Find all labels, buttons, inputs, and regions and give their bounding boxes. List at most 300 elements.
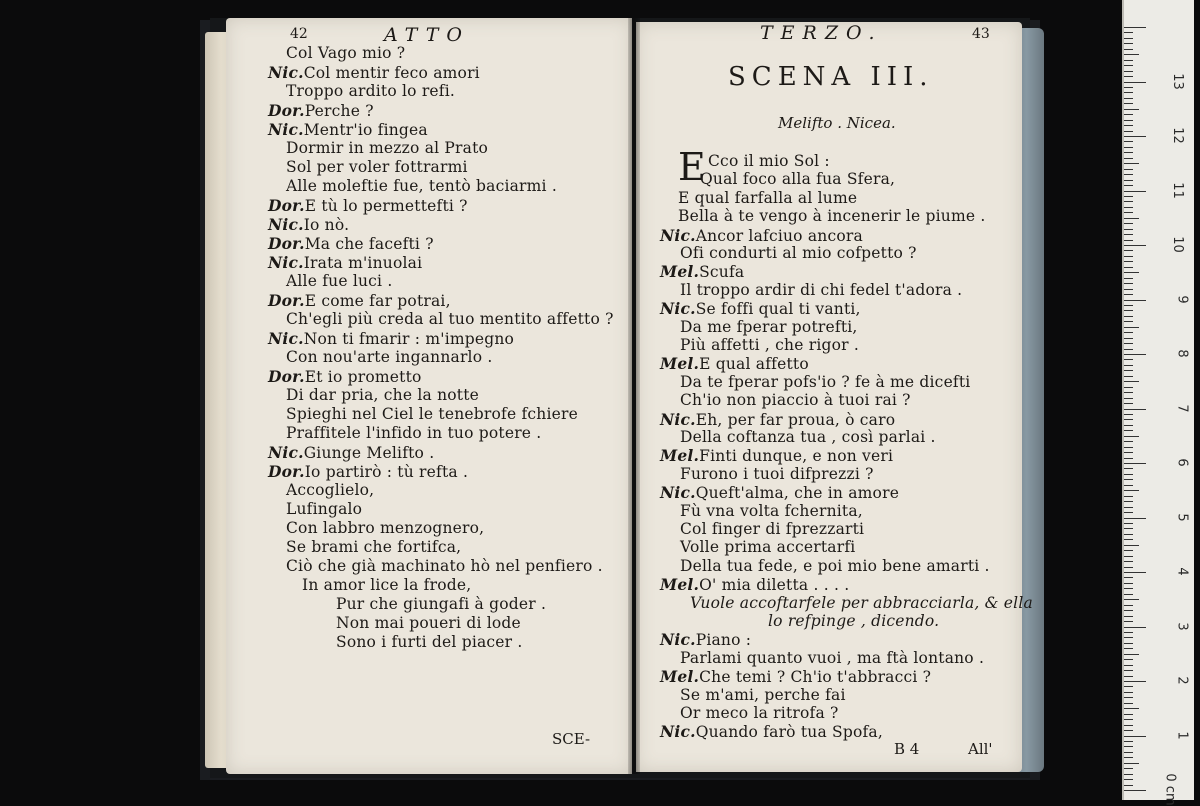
verse-text: Ancor lafciuo ancora: [695, 226, 863, 245]
ruler-tick: [1124, 338, 1133, 339]
speaker-label: Mel.: [660, 575, 700, 595]
verse-text: Io nò.: [303, 216, 350, 234]
verse-text: lo refpinge , dicendo.: [768, 612, 940, 630]
speaker-label: Mel.: [660, 667, 700, 687]
ruler-tick: [1124, 169, 1133, 170]
ruler-tick: [1124, 267, 1133, 268]
verse-text: Scufa: [699, 263, 745, 282]
ruler-tick: [1124, 103, 1133, 104]
speaker-label: Mel.: [660, 354, 700, 374]
speaker-label: Nic.: [660, 409, 696, 429]
verse-text: Non mai poueri di lode: [336, 614, 521, 632]
text-line: [660, 483, 899, 502]
text-line: [660, 299, 861, 318]
ruler-tick: [1124, 654, 1139, 655]
ruler-tick: [1124, 49, 1133, 50]
text-line: [660, 667, 931, 686]
verse-text: Che temi ? Ch'io t'abbracci ?: [699, 668, 932, 687]
text-line: [678, 207, 986, 225]
ruler-tick: [1124, 370, 1133, 371]
ruler-tick: [1124, 757, 1133, 758]
ruler-tick: [1124, 174, 1133, 175]
verse-text: Mentr'io fingea: [303, 121, 428, 139]
ruler-tick: [1124, 441, 1133, 442]
verse-text: Ofi condurti al mio cofpetto ?: [680, 244, 917, 262]
ruler-tick: [1124, 485, 1133, 486]
verse-text: Piano :: [695, 631, 752, 650]
text-line: [268, 291, 451, 310]
text-line: [680, 704, 839, 722]
ruler-tick: [1124, 212, 1133, 213]
ruler-tick: [1124, 436, 1139, 437]
ruler-tick: [1124, 300, 1146, 301]
ruler-tick: [1124, 703, 1133, 704]
ruler-tick: [1124, 425, 1133, 426]
ruler-tick: [1124, 577, 1133, 578]
verse-text: Alle moleftie fue, tentò baciarmi .: [286, 177, 557, 195]
verse-text: Fù vna volta fchernita,: [680, 501, 863, 520]
ruler-tick: [1124, 507, 1133, 508]
ruler-tick: [1124, 261, 1133, 262]
text-line: [660, 722, 883, 741]
ruler-tick: [1124, 458, 1133, 459]
ruler-tick: [1124, 65, 1133, 66]
scene-title: SCENA III.: [728, 62, 934, 92]
text-line: [336, 595, 546, 613]
verse-text: Quando farò tua Spofa,: [695, 723, 884, 742]
text-line: [768, 612, 939, 630]
text-line: [680, 520, 864, 538]
ruler-tick: [1124, 686, 1133, 687]
text-line: [268, 101, 374, 120]
ruler-tick: [1124, 676, 1133, 677]
verse-text: Non ti fmarir : m'impegno: [303, 330, 515, 348]
text-line: [286, 348, 493, 366]
ruler-tick: [1124, 637, 1133, 638]
ruler-tick: [1124, 32, 1133, 33]
text-line: [700, 170, 895, 188]
verse-text: Se foffi qual ti vanti,: [695, 300, 861, 319]
text-line: [660, 575, 849, 594]
ruler-tick: [1124, 409, 1146, 410]
verse-text: Ch'egli più creda al tuo mentito affetto ?: [286, 310, 614, 328]
ruler-tick: [1124, 256, 1133, 257]
ruler-tick: [1124, 697, 1133, 698]
speaker-label: Nic.: [268, 253, 304, 272]
ruler-tick: [1124, 774, 1133, 775]
text-line: [268, 443, 434, 462]
speaker-label: Dor.: [268, 367, 305, 386]
speaker-label: Dor.: [268, 196, 305, 215]
ruler-tick: [1124, 403, 1133, 404]
drop-cap: E: [678, 145, 706, 189]
right-page-number: 43: [972, 26, 990, 42]
verse-text: Il troppo ardir di chi fedel t'adora .: [680, 280, 963, 299]
ruler-tick: [1124, 763, 1139, 764]
verse-text: Praffitele l'infido in tuo potere .: [286, 424, 542, 442]
verse-text: Irata m'inuolai: [303, 254, 423, 272]
verse-text: Spieghi nel Ciel le tenebrofe fchiere: [286, 405, 579, 423]
text-line: [660, 262, 744, 281]
ruler-tick: [1124, 71, 1133, 72]
ruler-tick: [1124, 479, 1133, 480]
ruler-tick: [1124, 387, 1133, 388]
text-line: [268, 215, 349, 234]
ruler-tick: [1124, 218, 1139, 219]
verse-text: Cco il mio Sol :: [708, 152, 830, 170]
verse-text: Più affetti , che rigor .: [680, 336, 860, 354]
speaker-label: Dor.: [268, 234, 305, 253]
verse-text: Da me fperar potrefti,: [680, 317, 858, 336]
text-line: [680, 428, 936, 446]
ruler-tick: [1124, 240, 1133, 241]
speaker-label: Nic.: [268, 443, 304, 462]
left-running-head: ATTO: [384, 24, 470, 46]
ruler-tick: [1124, 556, 1133, 557]
text-line: [680, 318, 858, 336]
speaker-label: Nic.: [660, 225, 696, 245]
verse-text: Dormir in mezzo al Prato: [286, 139, 489, 157]
text-line: [680, 465, 874, 483]
text-line: [302, 576, 471, 594]
ruler-tick: [1124, 109, 1139, 110]
ruler-tick: [1124, 572, 1146, 573]
verse-text: Volle prima accertarfi: [680, 538, 856, 557]
ruler-tick: [1124, 741, 1133, 742]
verse-text: Se brami che fortifca,: [286, 538, 462, 556]
verse-text: Di dar pria, che la notte: [286, 386, 480, 404]
speaker-label: Nic.: [660, 630, 696, 650]
ruler-number: 7: [1174, 403, 1190, 413]
verse-text: Sol per voler fottrarmi: [286, 158, 468, 176]
text-line: [268, 120, 428, 139]
speaker-label: Nic.: [660, 299, 696, 319]
verse-text: Da te fperar pofs'io ? fe à me dicefti: [680, 372, 971, 391]
text-line: [286, 44, 405, 62]
ruler-tick: [1124, 316, 1133, 317]
ruler-tick: [1124, 180, 1133, 181]
ruler-tick: [1124, 670, 1133, 671]
ruler-number: 2: [1174, 676, 1190, 685]
text-line: [660, 226, 863, 245]
text-line: [286, 386, 479, 404]
ruler-tick: [1124, 229, 1133, 230]
verse-text: Se m'ami, perche fai: [680, 685, 846, 704]
ruler-number: 4: [1174, 567, 1190, 576]
verse-text: E come far potrai,: [304, 292, 451, 310]
text-line: [680, 281, 962, 299]
speaker-label: Nic.: [660, 483, 696, 503]
ruler-tick: [1124, 730, 1133, 731]
speaker-label: Nic.: [660, 722, 696, 742]
ruler-tick: [1124, 294, 1133, 295]
verse-text: Alle fue luci .: [286, 272, 393, 290]
verse-text: Furono i tuoi difprezzi ?: [680, 464, 874, 483]
verse-text: Della tua fede, e poi mio bene amarti .: [680, 556, 990, 575]
ruler-number: 5: [1174, 512, 1190, 522]
ruler-tick: [1124, 605, 1133, 606]
ruler-tick: [1124, 790, 1146, 791]
ruler-tick: [1124, 692, 1133, 693]
text-line: [660, 354, 809, 373]
ruler-tick: [1124, 528, 1133, 529]
verse-text: Lufingalo: [286, 500, 363, 518]
verse-text: Qual foco alla fua Sfera,: [700, 170, 896, 189]
ruler-tick: [1124, 201, 1133, 202]
text-line: [268, 196, 468, 215]
text-line: [286, 139, 488, 157]
text-line: [286, 424, 541, 442]
text-line: [286, 310, 614, 328]
ruler-tick: [1124, 87, 1133, 88]
right-catchword: All': [968, 740, 993, 758]
ruler-tick: [1124, 125, 1133, 126]
ruler-tick: [1124, 283, 1133, 284]
text-line: [680, 336, 859, 354]
verse-text: Vuole accoftarfele per abbracciarla, & ella: [690, 593, 1033, 612]
ruler-tick: [1124, 785, 1133, 786]
text-line: [660, 630, 751, 649]
text-line: [336, 633, 523, 651]
text-line: [268, 367, 422, 386]
ruler-tick: [1124, 343, 1133, 344]
verse-text: Perche ?: [304, 102, 374, 120]
verse-text: Ciò che già machinato hò nel penfiero .: [286, 557, 603, 575]
ruler-number: 0 cm: [1162, 773, 1178, 806]
ruler-tick: [1124, 588, 1133, 589]
text-line: [680, 649, 984, 667]
book-gutter: [628, 18, 640, 774]
verse-text: Con nou'arte ingannarlo .: [286, 348, 493, 366]
ruler-tick: [1124, 659, 1133, 660]
text-line: [286, 177, 557, 195]
ruler-tick: [1124, 610, 1133, 611]
ruler-tick: [1124, 131, 1133, 132]
ruler-tick: [1124, 621, 1133, 622]
verse-text: E tù lo permettefti ?: [304, 197, 468, 215]
left-page-number: 42: [290, 26, 308, 42]
ruler-tick: [1124, 234, 1133, 235]
ruler-tick: [1124, 76, 1133, 77]
ruler-tick: [1124, 147, 1133, 148]
ruler-tick: [1124, 365, 1133, 366]
ruler-number: 11: [1170, 181, 1186, 199]
speaker-label: Mel.: [660, 262, 700, 282]
ruler-tick: [1124, 627, 1146, 628]
verse-text: Con labbro menzognero,: [286, 519, 485, 537]
ruler-tick: [1124, 550, 1133, 551]
text-line: [286, 405, 578, 423]
ruler-tick: [1124, 665, 1133, 666]
ruler-tick: [1124, 354, 1146, 355]
text-line: [680, 538, 855, 556]
ruler-tick: [1124, 490, 1139, 491]
text-line: [680, 686, 846, 704]
ruler-tick: [1124, 632, 1133, 633]
ruler-tick: [1124, 463, 1146, 464]
ruler-tick: [1124, 327, 1139, 328]
ruler-tick: [1124, 648, 1133, 649]
text-line: [680, 373, 970, 391]
verse-text: Col mentir feco amori: [303, 64, 480, 82]
verse-text: Ma che facefti ?: [304, 235, 434, 253]
scene-persons: Melifto . Nicea.: [778, 114, 896, 132]
text-line: [336, 614, 521, 632]
ruler-tick: [1124, 185, 1133, 186]
ruler-tick: [1124, 349, 1133, 350]
ruler-tick: [1124, 392, 1133, 393]
ruler-tick: [1124, 27, 1146, 28]
ruler-tick: [1124, 43, 1133, 44]
verse-text: E qual farfalla al lume: [678, 188, 858, 207]
ruler-tick: [1124, 114, 1133, 115]
verse-text: Eh, per far proua, ò caro: [695, 410, 896, 429]
speaker-label: Nic.: [268, 63, 304, 82]
verse-text: Or meco la ritrofa ?: [680, 704, 839, 722]
ruler-tick: [1124, 310, 1133, 311]
ruler-tick: [1124, 359, 1133, 360]
ruler-tick: [1124, 561, 1133, 562]
text-line: [286, 500, 362, 518]
speaker-label: Nic.: [268, 329, 304, 348]
verse-text: Col finger di fprezzarti: [680, 520, 865, 538]
ruler-tick: [1124, 523, 1133, 524]
ruler-tick: [1124, 332, 1133, 333]
text-line: [268, 63, 480, 82]
ruler-tick: [1124, 752, 1133, 753]
text-line: [680, 391, 911, 409]
ruler-tick: [1124, 539, 1133, 540]
verse-text: Pur che giungafi à goder .: [336, 595, 547, 613]
ruler-tick: [1124, 54, 1139, 55]
ruler-number: 9: [1174, 294, 1190, 304]
signature-mark: B 4: [894, 740, 920, 758]
ruler-tick: [1124, 158, 1133, 159]
ruler-tick: [1124, 305, 1133, 306]
ruler-tick: [1124, 545, 1139, 546]
ruler-tick: [1124, 381, 1139, 382]
speaker-label: Dor.: [268, 291, 305, 310]
ruler-tick: [1124, 501, 1133, 502]
ruler-tick: [1124, 136, 1146, 137]
text-line: [680, 244, 917, 262]
text-line: [286, 82, 455, 100]
ruler-tick: [1124, 163, 1139, 164]
ruler-number: 1: [1174, 730, 1190, 740]
ruler-tick: [1124, 708, 1139, 709]
verse-text: O' mia diletta . . . .: [699, 576, 850, 595]
text-line: [680, 502, 863, 520]
verse-text: Parlami quanto vuoi , ma ftà lontano .: [680, 648, 985, 667]
ruler-tick: [1124, 447, 1133, 448]
verse-text: Bella à te vengo à incenerir le piume .: [678, 207, 986, 226]
text-line: [286, 519, 484, 537]
verse-text: Finti dunque, e non veri: [699, 447, 894, 466]
ruler-tick: [1124, 714, 1133, 715]
text-line: [268, 329, 514, 348]
verse-text: E qual affetto: [699, 355, 809, 374]
ruler-tick: [1124, 719, 1133, 720]
ruler-tick: [1124, 191, 1146, 192]
ruler-tick: [1124, 92, 1133, 93]
text-line: [680, 557, 990, 575]
text-line: [286, 158, 468, 176]
ruler-number: 3: [1174, 621, 1190, 631]
ruler-tick: [1124, 321, 1133, 322]
ruler-tick: [1124, 289, 1133, 290]
ruler-tick: [1124, 196, 1133, 197]
ruler-number: 10: [1170, 236, 1186, 253]
right-running-head: TERZO.: [760, 22, 883, 44]
ruler-tick: [1124, 414, 1133, 415]
ruler-tick: [1124, 534, 1133, 535]
ruler-tick: [1124, 518, 1146, 519]
ruler-tick: [1124, 452, 1133, 453]
text-line: [708, 152, 830, 170]
ruler-tick: [1124, 599, 1139, 600]
ruler-tick: [1124, 430, 1133, 431]
ruler-tick: [1124, 207, 1133, 208]
speaker-label: Nic.: [268, 215, 304, 234]
ruler-tick: [1124, 223, 1133, 224]
speaker-label: Dor.: [268, 462, 305, 481]
verse-text: Queft'alma, che in amore: [695, 484, 900, 503]
verse-text: Ch'io non piaccio à tuoi rai ?: [680, 391, 911, 410]
text-line: [286, 557, 603, 575]
text-line: [286, 272, 392, 290]
ruler-tick: [1124, 398, 1133, 399]
ruler-tick: [1124, 60, 1133, 61]
ruler-tick: [1124, 567, 1133, 568]
ruler-tick: [1124, 376, 1133, 377]
speaker-label: Dor.: [268, 101, 305, 120]
verse-text: Sono i furti del piacer .: [336, 633, 523, 651]
ruler-tick: [1124, 768, 1133, 769]
ruler-tick: [1124, 616, 1133, 617]
text-line: [286, 538, 461, 556]
ruler-tick: [1124, 245, 1146, 246]
ruler-number: 8: [1174, 349, 1190, 358]
verse-text: Giunge Melifto .: [303, 444, 435, 462]
ruler-tick: [1124, 152, 1133, 153]
text-line: [268, 234, 434, 253]
ruler-tick: [1124, 681, 1146, 682]
text-line: [268, 253, 422, 272]
text-line: [268, 462, 468, 481]
ruler-tick: [1124, 82, 1146, 83]
ruler-tick: [1124, 250, 1133, 251]
verse-text: Accoglielo,: [286, 481, 375, 499]
left-catchword: SCE-: [552, 730, 591, 748]
ruler-tick: [1124, 98, 1133, 99]
ruler-tick: [1124, 419, 1133, 420]
speaker-label: Mel.: [660, 446, 700, 466]
ruler-tick: [1124, 496, 1133, 497]
verse-text: Della coftanza tua , così parlai .: [680, 428, 936, 446]
ruler-tick: [1124, 141, 1133, 142]
ruler-tick: [1124, 594, 1133, 595]
text-line: [690, 594, 1033, 612]
ruler-tick: [1124, 725, 1133, 726]
ruler-tick: [1124, 736, 1146, 737]
ruler-number: 12: [1170, 127, 1186, 144]
ruler-tick: [1124, 779, 1133, 780]
text-line: [660, 446, 893, 465]
ruler-tick: [1124, 583, 1133, 584]
measuring-ruler: [1122, 0, 1194, 806]
verse-text: In amor lice la frode,: [302, 576, 472, 594]
ruler-number: 13: [1170, 72, 1186, 90]
